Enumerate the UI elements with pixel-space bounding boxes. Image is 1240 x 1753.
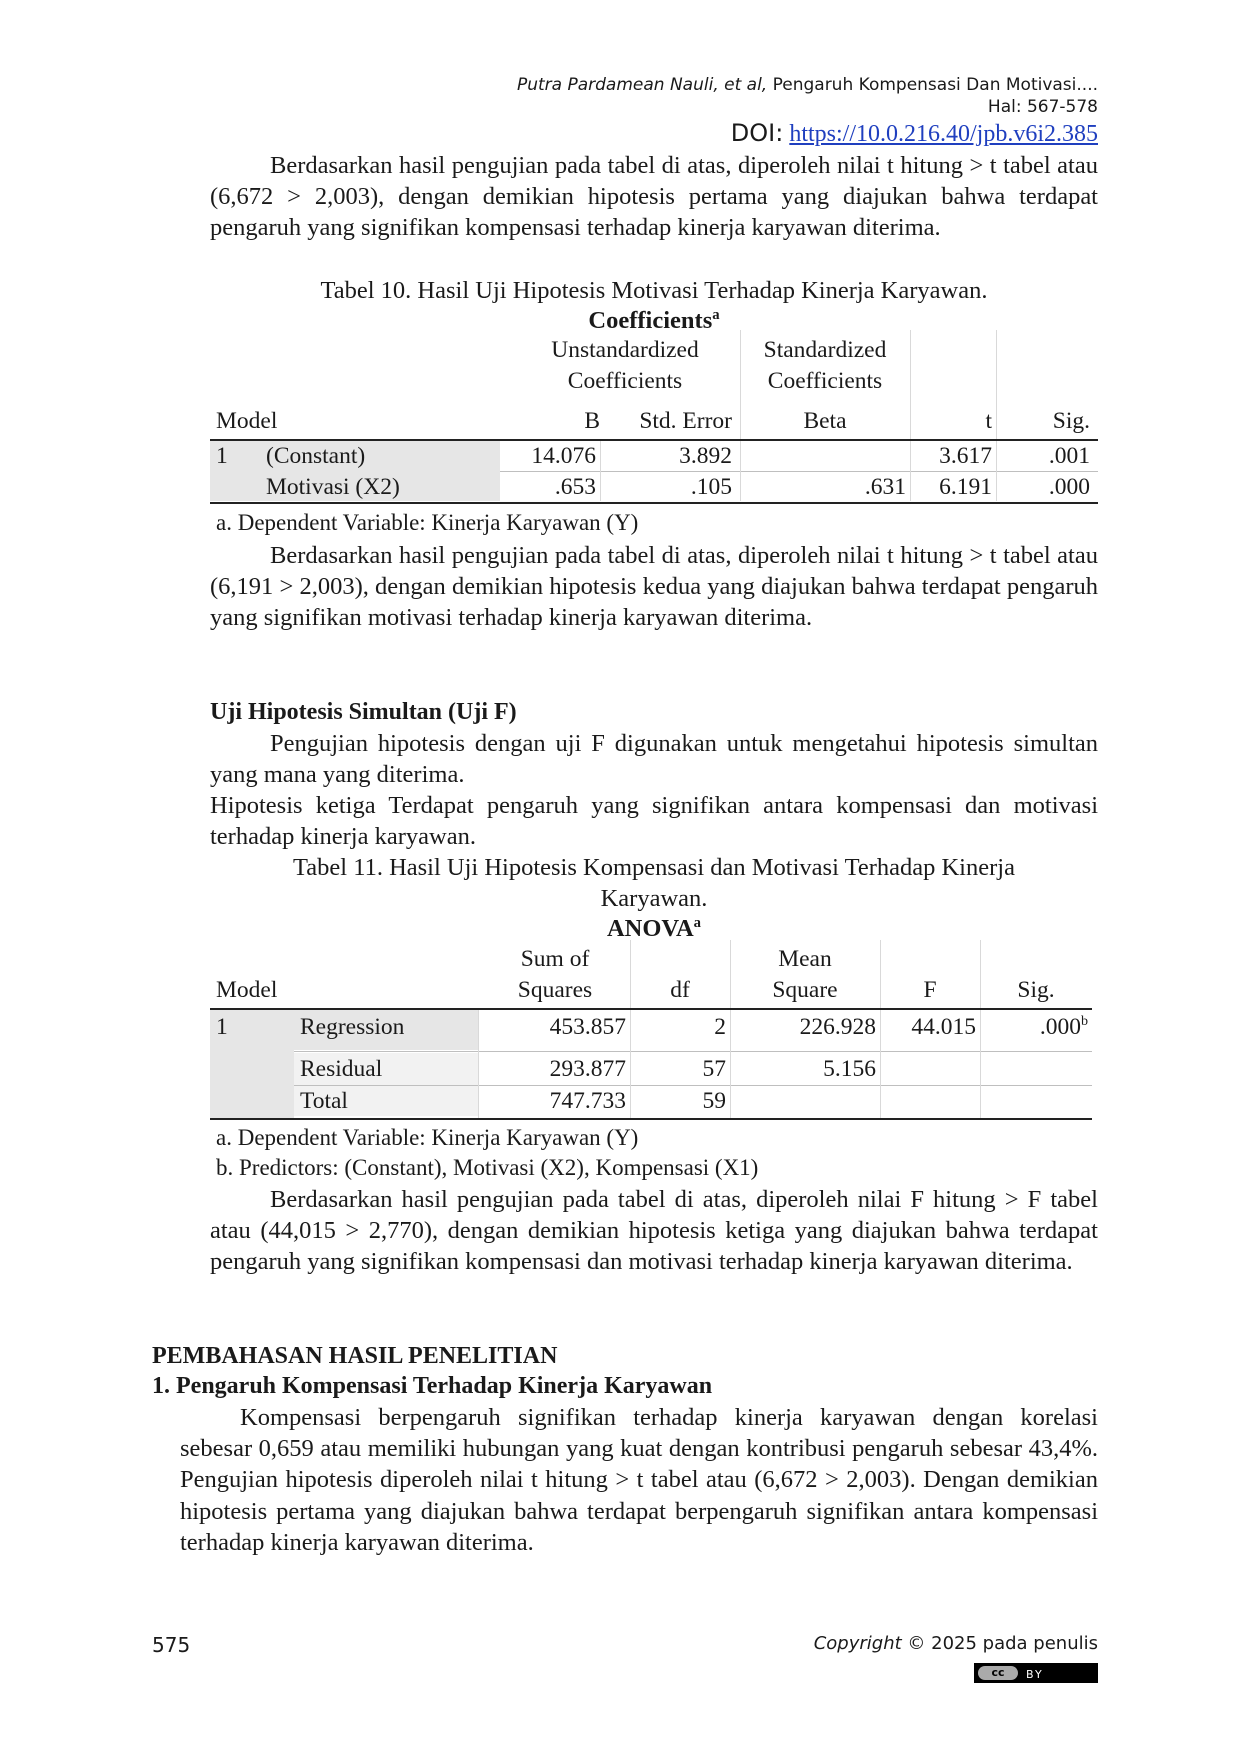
heading-pembahasan: PEMBAHASAN HASIL PENELITIAN xyxy=(152,1343,558,1369)
doi-link[interactable]: https://10.0.216.40/jpb.v6i2.385 xyxy=(789,121,1098,147)
paragraph-5: Berdasarkan hasil pengujian pada tabel di atas, diperoleh nilai F hitung > F tabel atau (44,015 > 2,770), dengan demikian hipotesis ketiga yang diajukan bahwa terdapat pengaruh yang signifikan kompensasi dan motivasi terhadap kinerja karyawan diterima. xyxy=(210,1186,1098,1276)
page-number: 575 xyxy=(152,1633,191,1657)
row-motivasi-beta: .631 xyxy=(864,474,906,500)
row-regression-f: 44.015 xyxy=(911,1014,976,1040)
row-residual-df: 57 xyxy=(702,1056,726,1082)
cc-icon: cc xyxy=(978,1666,1018,1680)
table11-title-text: ANOVA xyxy=(606,915,694,942)
header-title: Pengaruh Kompensasi Dan Motivasi.... xyxy=(772,75,1098,95)
row-residual-ss: 293.877 xyxy=(549,1056,626,1082)
by-icon: BY xyxy=(1026,1668,1044,1681)
row-constant-sig: .001 xyxy=(1048,443,1090,469)
col-square: Square xyxy=(772,977,838,1003)
model-number: 1 xyxy=(216,443,228,469)
header-standardized-2: Coefficients xyxy=(767,368,883,394)
anova-table xyxy=(210,940,1092,1120)
table10-note-a: a. Dependent Variable: Kinerja Karyawan (Y) xyxy=(216,510,639,535)
header-unstandardized: Unstandardized xyxy=(551,337,699,363)
col-mean: Mean xyxy=(778,946,832,972)
col-model: Model xyxy=(216,408,278,434)
row-regression-ss: 453.857 xyxy=(549,1014,626,1040)
cc-by-license-icon xyxy=(974,1663,1098,1683)
table11-note-b: b. Predictors: (Constant), Motivasi (X2), Kompensasi (X1) xyxy=(216,1155,759,1180)
col-b: B xyxy=(584,408,600,434)
row-motivasi-se: .105 xyxy=(690,474,732,500)
row-regression-label: Regression xyxy=(300,1014,405,1040)
copyright-word: Copyright xyxy=(813,1633,902,1654)
col-sum-of: Sum of xyxy=(520,946,590,972)
table11-caption-1: Tabel 11. Hasil Uji Hipotesis Kompensasi dan Motivasi Terhadap Kinerja xyxy=(293,854,1015,881)
table10-title-sup: a xyxy=(712,306,720,323)
table10-title-text: Coefficients xyxy=(588,307,713,334)
running-header xyxy=(517,74,1098,96)
row-regression-sig-sup: b xyxy=(1080,1013,1088,1030)
row-motivasi-label: Motivasi (X2) xyxy=(266,474,400,500)
table11-title-sup: a xyxy=(693,914,701,931)
table11-caption-2: Karyawan. xyxy=(600,885,708,912)
model-number: 1 xyxy=(216,1014,228,1040)
row-residual-label: Residual xyxy=(300,1056,383,1082)
table10-caption: Tabel 10. Hasil Uji Hipotesis Motivasi Terhadap Kinerja Karyawan. xyxy=(320,277,988,304)
paragraph-2: Berdasarkan hasil pengujian pada tabel di atas, diperoleh nilai t hitung > t tabel atau (6,191 > 2,003), dengan demikian hipotesis kedua yang diajukan bahwa terdapat pengaruh yang signifikan motivasi terhadap kinerja karyawan diterima. xyxy=(210,542,1098,632)
copyright-rest: © 2025 pada penulis xyxy=(907,1633,1098,1654)
col-std-error: Std. Error xyxy=(639,408,732,434)
row-regression-sig-value: .000 xyxy=(1039,1014,1081,1040)
heading-uji-f: Uji Hipotesis Simultan (Uji F) xyxy=(210,699,517,725)
paragraph-4: Hipotesis ketiga Terdapat pengaruh yang signifikan antara kompensasi dan motivasi terhadap kinerja karyawan. xyxy=(210,792,1098,851)
heading-sub-1: 1. Pengaruh Kompensasi Terhadap Kinerja Karyawan xyxy=(152,1373,713,1399)
col-sig: Sig. xyxy=(1052,408,1090,434)
doi-line xyxy=(731,118,1098,149)
col-model: Model xyxy=(216,977,278,1003)
row-constant-t: 3.617 xyxy=(939,443,992,469)
row-constant-b: 14.076 xyxy=(531,443,596,469)
copyright-line xyxy=(814,1633,1098,1654)
paragraph-1: Berdasarkan hasil pengujian pada tabel di atas, diperoleh nilai t hitung > t tabel atau (6,672 > 2,003), dengan demikian hipotesis pertama yang diajukan bahwa terdapat pengaruh yang signifikan kompensasi terhadap kinerja karyawan diterima. xyxy=(210,152,1098,242)
paragraph-6: Kompensasi berpengaruh signifikan terhadap kinerja karyawan dengan korelasi sebesar 0,659 atau memiliki hubungan yang kuat dengan kontribusi pengaruh sebesar 43,4%. Pengujian hipotesis diperoleh nilai t hitung > t tabel atau (6,672 > 2,003). Dengan demikian hipotesis pertama yang diajukan bahwa terdapat berpengaruh signifikan antara kompensasi terhadap kinerja karyawan diterima. xyxy=(180,1404,1098,1556)
header-standardized: Standardized xyxy=(763,337,887,363)
row-regression-df: 2 xyxy=(714,1014,726,1040)
col-sig: Sig. xyxy=(1017,977,1055,1003)
paragraph-3: Pengujian hipotesis dengan uji F digunakan untuk mengetahui hipotesis simultan yang mana yang diterima. xyxy=(210,730,1098,789)
header-unstandardized-2: Coefficients xyxy=(567,368,683,394)
col-f: F xyxy=(923,977,937,1003)
row-regression-ms: 226.928 xyxy=(799,1014,876,1040)
doi-label: DOI: xyxy=(730,119,784,147)
row-total-df: 59 xyxy=(702,1088,726,1114)
col-beta: Beta xyxy=(803,408,847,434)
row-motivasi-b: .653 xyxy=(554,474,596,500)
header-authors: Putra Pardamean Nauli, et al, xyxy=(516,75,768,95)
col-t: t xyxy=(985,408,992,434)
row-total-label: Total xyxy=(300,1088,348,1114)
row-motivasi-sig: .000 xyxy=(1048,474,1090,500)
row-motivasi-t: 6.191 xyxy=(939,474,992,500)
row-regression-sig xyxy=(980,1012,1088,1042)
row-residual-ms: 5.156 xyxy=(823,1056,876,1082)
coefficients-table xyxy=(210,330,1098,510)
row-constant-label: (Constant) xyxy=(266,443,366,469)
col-df: df xyxy=(670,977,690,1003)
table11-note-a: a. Dependent Variable: Kinerja Karyawan (Y) xyxy=(216,1125,639,1150)
col-squares: Squares xyxy=(517,977,593,1003)
row-constant-se: 3.892 xyxy=(679,443,732,469)
row-total-ss: 747.733 xyxy=(549,1088,626,1114)
header-pages: Hal: 567-578 xyxy=(987,97,1098,117)
